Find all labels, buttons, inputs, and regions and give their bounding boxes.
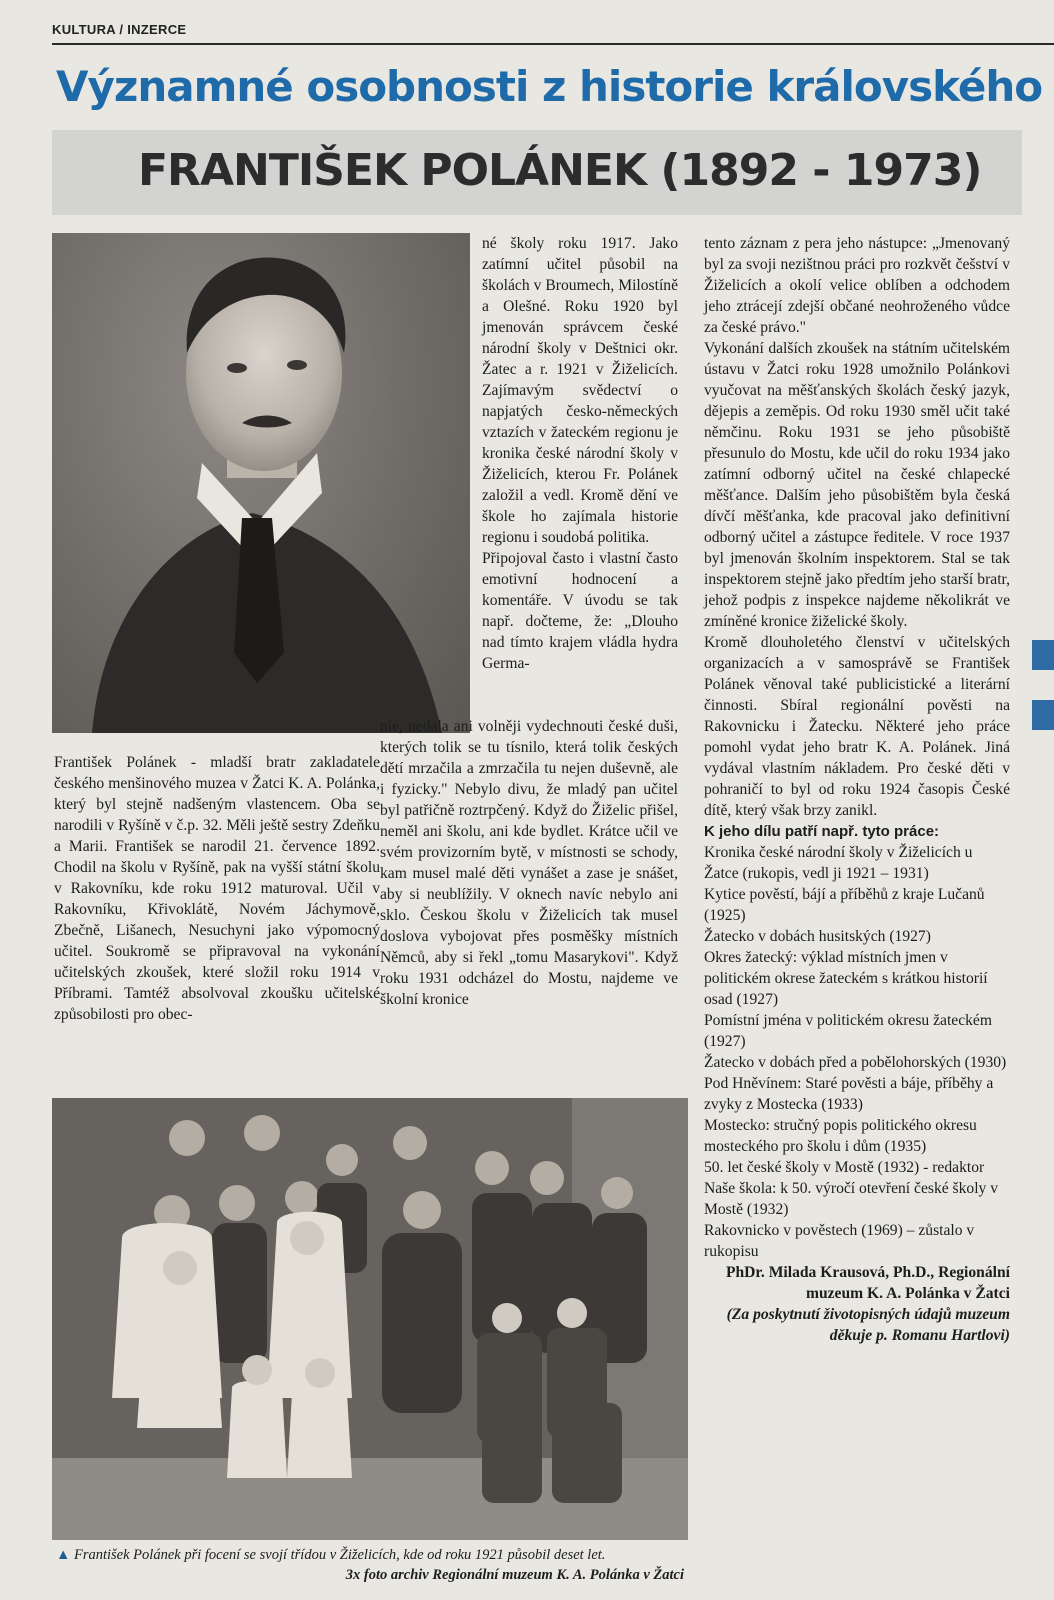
works-item: Rakovnicko v pověstech (1969) – zůstalo v rukopisu (704, 1222, 975, 1260)
caption-text: František Polánek při focení se svojí třídou v Žiželicích, kde od roku 1921 působil deset let. (73, 1547, 606, 1563)
article-paragraph: tento záznam z pera jeho nástupce: „Jmenovaný byl za svoji nezištnou práci pro rozkvět češství v Žiželicích a okolí velice oblíben a odchodem jeho ztrácejí zdejší občané neohroženého vůdce za české právo." (704, 235, 1010, 336)
works-item: Kronika české národní školy v Žiželicích u Žatce (rukopis, vedl ji 1921 – 1931) (704, 844, 973, 882)
works-item: Pomístní jména v politickém okresu žateckém (1927) (704, 1012, 992, 1050)
header-rule (52, 43, 1054, 45)
article-paragraph: nie, nedala ani volněji vydechnouti české duši, kterých tolik se tu tísnilo, která tolik českých dětí mrzačila a zmrzačila tu nejen duševně, ale i fyzicky." Nebylo divu, že mladý pan učitel byl patřičně roztrpčený. Když do Žiželic přišel, neměl ani školu, ani kde bydlet. Krátce učil ve svém provizorním bytě, v místnosti se schody, kam musel malé děti vynášet a zase je snášet, aby si neublížily. V oknech navíc nebylo ani sklo. Českou školu v Žiželicích tak musel doslova vybojovat přes posměšky místních Němců, aby si řekl „tomu Masarykovi". Když roku 1931 odcházel do Mostu, najdeme ve školní kronice (380, 718, 678, 1008)
works-item: Žatecko v dobách husitských (1927) (704, 928, 931, 945)
works-item: Žatecko v dobách před a pobělohorských (1930) (704, 1054, 1007, 1071)
works-item: Pod Hněvínem: Staré pověsti a báje, příběhy a zvyky z Mostecka (1933) (704, 1075, 994, 1113)
article-paragraph: Připojoval často i vlastní často emotivní hodnocení a komentáře. V úvodu se tak např. dočteme, že: „Dlouho nad tímto krajem vládla hydra Germa- (482, 550, 678, 672)
works-item: Naše škola: k 50. výročí otevření české školy v Mostě (1932) (704, 1180, 999, 1218)
article-column-2-top (482, 233, 678, 674)
article-paragraph: František Polánek - mladší bratr zakladatele českého menšinového muzea v Žatci K. A. Polánka, který byl stejně nadšeným vlastencem. Oba se narodili v Ryšíně v č.p. 32. Měli ještě sestry Zdeňku a Marii. František se narodil 21. července 1892. Chodil na školu v Ryšíně, pak na vyšší státní školu v Rakovníku, kde roku 1912 maturoval. Učil v Rakovníku, Křivoklátě, Novém Jáchymově, Zbečně, Lišanech, Nesuchyni jako výpomocný učitel. Soukromě se připravoval na vykonání učitelských zkoušek, které složil roku 1914 v Příbrami. Tamtéž absolvoval zkoušku učitelské způsobilosti pro obec- (54, 754, 380, 1023)
portrait-illustration (52, 233, 470, 733)
adjacent-article-edge (1020, 130, 1054, 1600)
works-item: 50. let české školy v Mostě (1932) - redaktor (704, 1159, 985, 1176)
works-item: Mostecko: stručný popis politického okresu mosteckého pro školu i dům (1935) (704, 1117, 977, 1155)
author-signature: PhDr. Milada Krausová, Ph.D., Regionální muzeum K. A. Polánka v Žatci (725, 1264, 1010, 1302)
class-photo-illustration (52, 1098, 688, 1540)
article-paragraph: Vykonání dalších zkoušek na státním učitelském ústavu v Žatci roku 1928 umožnilo Polánkovi vyučovat na měšťanských školách český jazyk, dějepis a zeměpis. Od roku 1930 směl učit také němčinu. Roku 1931 se jeho působiště přesunulo do Mostu, kde učil do roku 1934 jako zatímní odborný učitel na české chlapecké měšťance. Dalším jeho působištěm byla česká dívčí měšťanka, kde pracoval jako definitivní odborný učitel a zástupce ředitele. V roce 1937 byl jmenován školním inspektorem. Stal se tak inspektorem stejně jako předtím jeho starší bratr, jehož podpis z inspekce najdeme několikrát ve zmíněné kronice žiželické školy. (704, 340, 1010, 630)
photo-caption (56, 1547, 688, 1564)
caption-triangle-icon: ▲ (56, 1547, 71, 1563)
person-title: FRANTIŠEK POLÁNEK (1892 - 1973) (138, 145, 982, 196)
article-column-3 (704, 233, 1010, 1346)
article-paragraph: Kromě dlouholetého členství v učitelských organizacích a v samosprávě se František Polánek věnoval také publicistické a literární činnosti. Sbíral regionální pověsti na Rakovnicku i Žatecku. Některé jeho práce pomohl vydat jeho bratr K. A. Polánek. Jiná vydával vlastním nákladem. Pro české děti v pohraničí to byl od roku 1924 časopis České dítě, který však brzy zanikl. (704, 634, 1010, 819)
article-column-1 (54, 752, 380, 1025)
headline: Významné osobnosti z historie královského (56, 62, 1043, 111)
class-photo (52, 1098, 688, 1540)
acknowledgement: (Za poskytnutí životopisných údajů muzeum děkuje p. Romanu Hartlovi) (726, 1306, 1010, 1344)
photo-credit: 3x foto archiv Regionální muzeum K. A. Polánka v Žatci (345, 1567, 684, 1583)
works-item: Okres žatecký: výklad místních jmen v politickém okrese žateckém s krátkou historií osad (1927) (704, 949, 988, 1008)
works-list (704, 842, 1010, 1262)
article-paragraph: né školy roku 1917. Jako zatímní učitel působil na školách v Broumech, Milostíně a Olešné. Roku 1920 byl jmenován správcem české národní školy v Deštnici okr. Žatec a r. 1921 v Žiželicích. Zajímavým svědectví o napjatých česko-německých vztazích v žateckém regionu je kronika české národní školy v Žiželicích, kterou Fr. Polánek založil a vedl. Kromě dění ve škole ho zajímala historie regionu i soudobá politika. (482, 235, 678, 546)
article-column-2-bottom (380, 716, 678, 1010)
portrait-photo (52, 233, 470, 733)
works-heading: K jeho dílu patří např. tyto práce: (704, 823, 940, 840)
section-header: KULTURA / INZERCE (52, 22, 187, 37)
works-item: Kytice pověstí, bájí a příběhů z kraje Lučanů (1925) (704, 886, 985, 924)
